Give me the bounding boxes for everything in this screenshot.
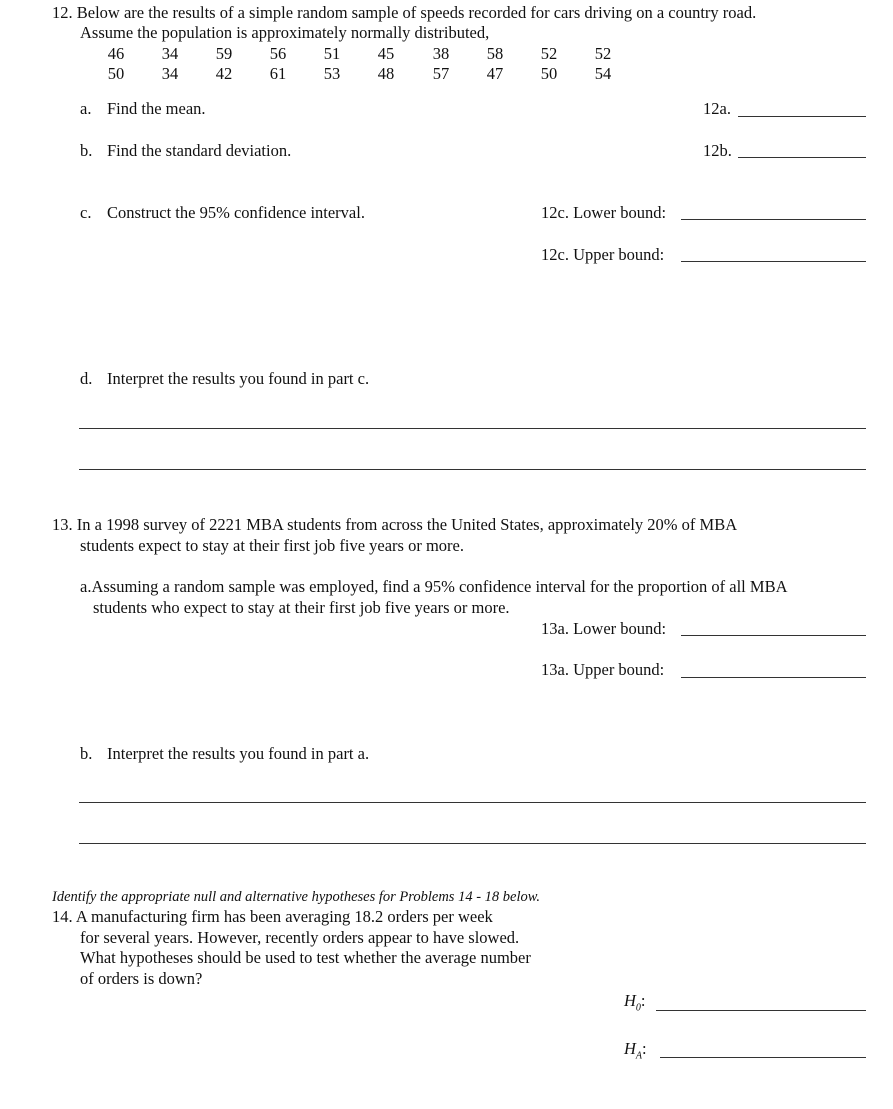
data-cell: 57 bbox=[432, 64, 450, 83]
data-cell: 46 bbox=[107, 44, 125, 63]
q12a-text: Find the mean. bbox=[107, 99, 206, 118]
data-cell: 48 bbox=[377, 64, 395, 83]
q12c-lower-label: 12c. Lower bound: bbox=[541, 203, 667, 222]
q12a-answer-label: 12a. bbox=[703, 99, 731, 118]
data-cell: 59 bbox=[215, 44, 233, 63]
q12c-upper-label: 12c. Upper bound: bbox=[541, 245, 665, 264]
q12c-text: Construct the 95% confidence interval. bbox=[107, 203, 365, 222]
q12a-answer-blank[interactable] bbox=[738, 116, 866, 117]
q13a-upper-blank[interactable] bbox=[681, 677, 866, 678]
q13-text-line1: 13. In a 1998 survey of 2221 MBA students from across the United States, approximately 20% of MBA bbox=[52, 515, 738, 534]
null-hypothesis-symbol: H bbox=[624, 991, 636, 1010]
q12d-answer-line-2[interactable] bbox=[79, 469, 866, 470]
data-cell: 51 bbox=[323, 44, 341, 63]
q13b-text: Interpret the results you found in part a. bbox=[107, 744, 370, 763]
data-cell: 56 bbox=[269, 44, 287, 63]
alternative-hypothesis-symbol: H bbox=[624, 1039, 636, 1058]
data-cell: 42 bbox=[215, 64, 233, 83]
q14-text-line2: for several years. However, recently orders appear to have slowed. bbox=[80, 928, 520, 947]
q12b-answer-label: 12b. bbox=[703, 141, 732, 160]
q14-text-line3: What hypotheses should be used to test whether the average number bbox=[80, 948, 531, 967]
q13a-upper-label: 13a. Upper bound: bbox=[541, 660, 665, 679]
q13b-answer-line-2[interactable] bbox=[79, 843, 866, 844]
data-cell: 52 bbox=[540, 44, 558, 63]
null-hypothesis-subscript: 0 bbox=[635, 1002, 641, 1014]
q13b-answer-line-1[interactable] bbox=[79, 802, 866, 803]
q14-text-line1: 14. A manufacturing firm has been averaging 18.2 orders per week bbox=[52, 907, 493, 926]
q12b-answer-blank[interactable] bbox=[738, 157, 866, 158]
q13a-text-line1: a.Assuming a random sample was employed, find a 95% confidence interval for the proportion of all MBA bbox=[80, 577, 788, 596]
data-cell: 47 bbox=[486, 64, 504, 83]
hypotheses-instructions: Identify the appropriate null and alternative hypotheses for Problems 14 - 18 below. bbox=[52, 889, 540, 905]
alternative-hypothesis-subscript: A bbox=[635, 1050, 643, 1062]
q12-data-row-2 bbox=[0, 65, 893, 85]
q12d-text: Interpret the results you found in part c. bbox=[107, 369, 370, 388]
data-cell: 50 bbox=[540, 64, 558, 83]
q12c-lower-blank[interactable] bbox=[681, 219, 866, 220]
data-cell: 53 bbox=[323, 64, 341, 83]
q13-text-line2: students expect to stay at their first job five years or more. bbox=[80, 536, 464, 555]
q12c-upper-blank[interactable] bbox=[681, 261, 866, 262]
data-cell: 58 bbox=[486, 44, 504, 63]
null-hypothesis-label: $H_0$: bbox=[624, 991, 646, 1014]
alternative-hypothesis-label: $H_A$: bbox=[624, 1039, 647, 1062]
q12-text-line1: 12. Below are the results of a simple random sample of speeds recorded for cars driving on a country road. bbox=[52, 3, 757, 22]
q12d-answer-line-1[interactable] bbox=[79, 428, 866, 429]
data-cell: 34 bbox=[161, 64, 179, 83]
q12a-label: a. bbox=[80, 99, 92, 118]
q12-text-line2: Assume the population is approximately normally distributed, bbox=[80, 23, 490, 42]
q12c-label: c. bbox=[80, 203, 92, 222]
data-cell: 52 bbox=[594, 44, 612, 63]
data-cell: 45 bbox=[377, 44, 395, 63]
alternative-hypothesis-blank[interactable] bbox=[660, 1057, 866, 1058]
q13a-lower-label: 13a. Lower bound: bbox=[541, 619, 667, 638]
data-cell: 38 bbox=[432, 44, 450, 63]
data-cell: 54 bbox=[594, 64, 612, 83]
null-hypothesis-blank[interactable] bbox=[656, 1010, 866, 1011]
q12d-label: d. bbox=[80, 369, 93, 388]
data-cell: 50 bbox=[107, 64, 125, 83]
q13a-lower-blank[interactable] bbox=[681, 635, 866, 636]
q13b-label: b. bbox=[80, 744, 93, 763]
q12-data-row-1 bbox=[0, 45, 893, 65]
data-cell: 61 bbox=[269, 64, 287, 83]
q12b-text: Find the standard deviation. bbox=[107, 141, 292, 160]
q13a-text-line2: students who expect to stay at their first job five years or more. bbox=[93, 598, 510, 617]
data-cell: 34 bbox=[161, 44, 179, 63]
q14-text-line4: of orders is down? bbox=[80, 969, 203, 988]
q12b-label: b. bbox=[80, 141, 93, 160]
